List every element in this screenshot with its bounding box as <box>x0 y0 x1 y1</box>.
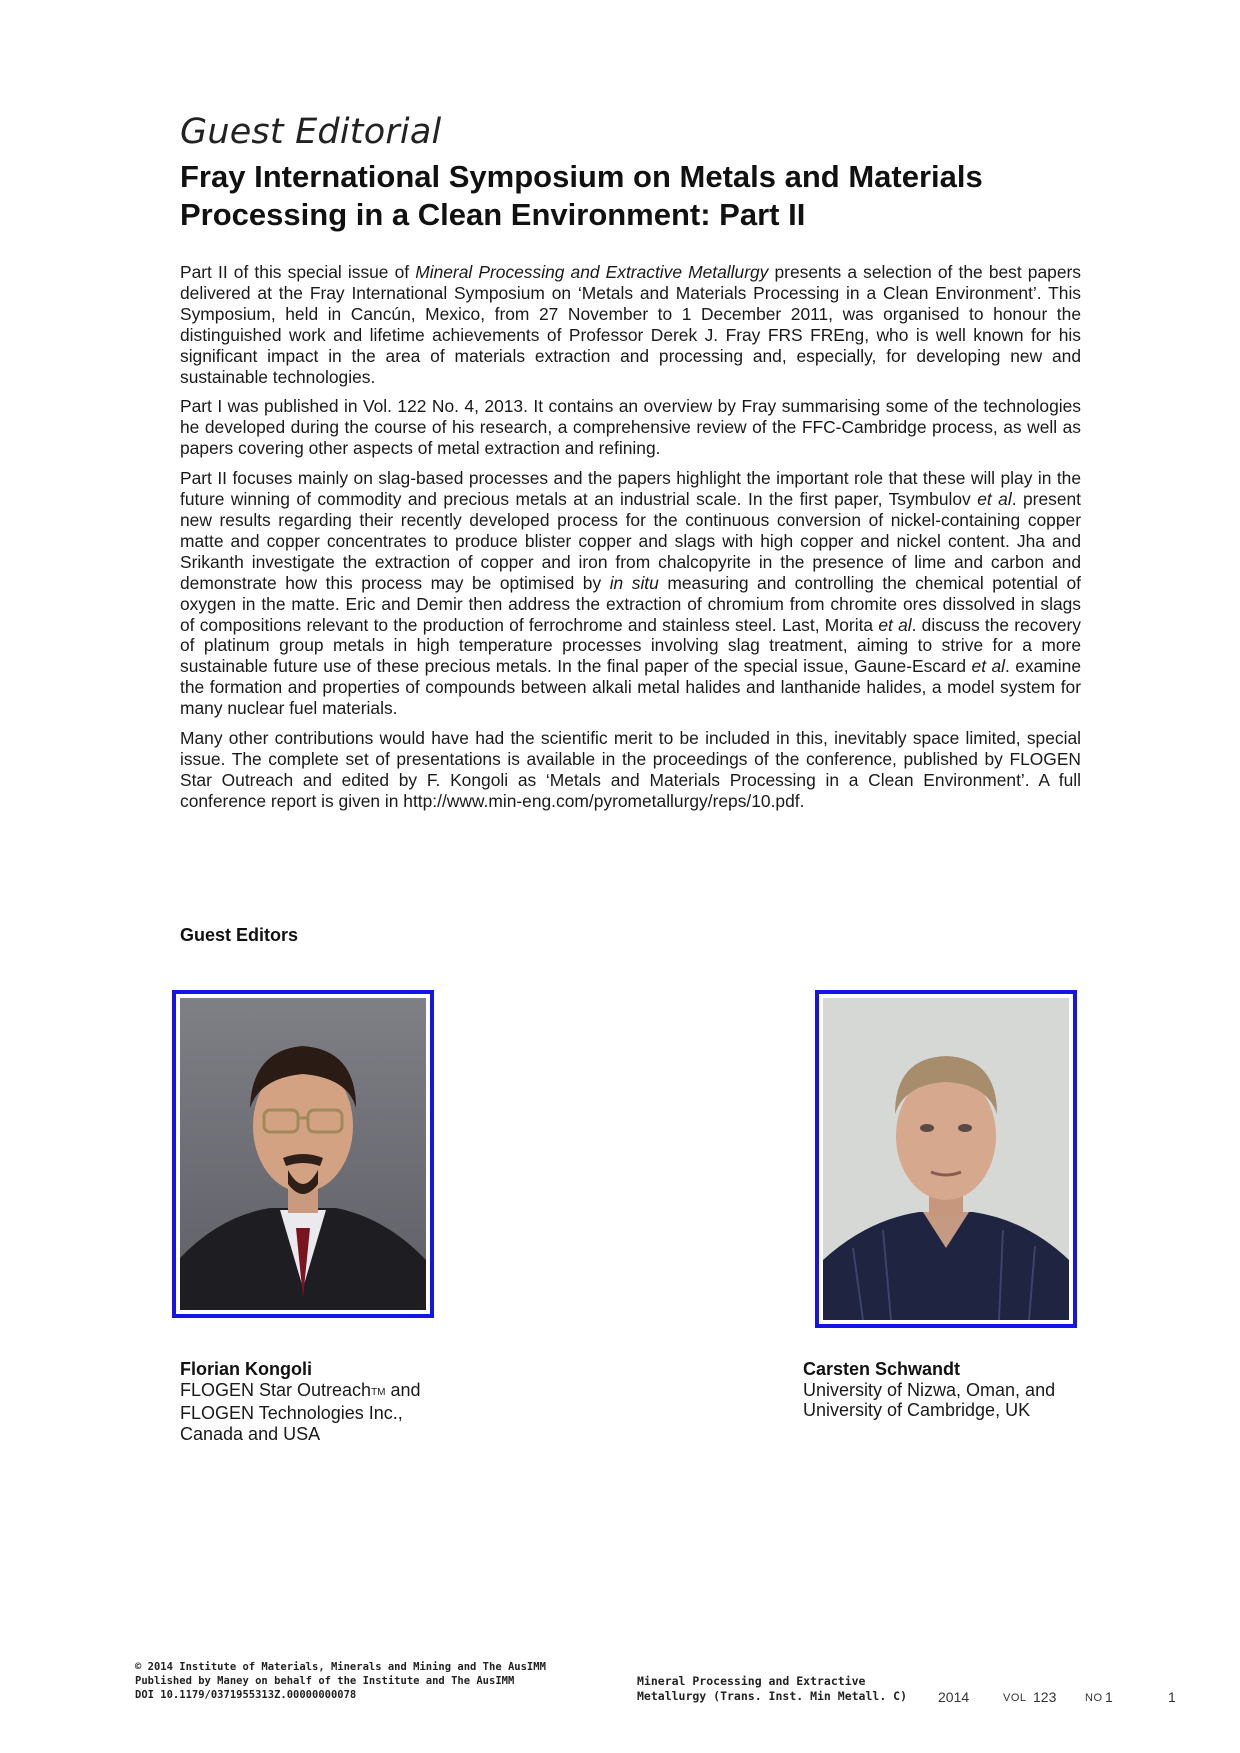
paragraph-3-part-d: . discuss the recovery of platinum group metals in high temperature processes involving slag treatment, aiming to strive for a more sustainable future use of these precious metals. In the final paper of the special issue, Gaune-Escard <box>180 614 1081 677</box>
editor-caption-schwandt <box>803 1359 1103 1421</box>
section-kicker: Guest Editorial <box>180 112 442 152</box>
paragraph-1 <box>180 262 1081 387</box>
article-body <box>180 262 1081 821</box>
portrait-carsten-schwandt <box>815 990 1077 1328</box>
footer-doi: DOI 10.1179/0371955313Z.00000000078 <box>135 1689 357 1701</box>
paragraph-3-part-a: Part II focuses mainly on slag-based processes and the papers highlight the important role that these will play in the future winning of commodity and precious metals at an industrial scale. In the first paper, Tsymbulov <box>180 468 1081 510</box>
et-al-1: et al <box>977 489 1012 510</box>
paragraph-1-rest: presents a selection of the best papers delivered at the Fray International Symposium on ‘Metals and Materials Processing in a Clean Environment’. This Symposium, held in Cancún, Mexico, from 27 November to 1 December 2011, was organised to honour the distinguished work and lifetime achievements of Professor Derek J. Fray FRS FREng, who is well known for his significant impact in the area of materials extraction and processing and, especially, for developing new and sustainable technologies. <box>180 262 1081 387</box>
paragraph-3-part-e: . examine the formation and properties of compounds between alkali metal halides and lanthanide halides, a model system for many nuclear fuel materials. <box>180 656 1082 719</box>
editor-caption-kongoli <box>180 1359 480 1444</box>
portrait-image-1 <box>180 998 426 1310</box>
paragraph-3-part-b: . present new results regarding their recently developed process for the continuous conversion of nickel-containing copper matte and copper concentrates to produce blister copper and slags with high copper and nickel content. Jha and Srikanth investigate the extraction of copper and iron from chalcopyrite in the presence of lime and carbon and demonstrate how this process may be optimised by <box>180 489 1082 593</box>
editor-name-schwandt: Carsten Schwandt <box>803 1359 961 1379</box>
portrait-florian-kongoli <box>172 990 434 1318</box>
footer-journal-title <box>637 1674 907 1704</box>
footer-year: 2014 <box>938 1689 970 1705</box>
kongoli-affiliation-line-3: Canada and USA <box>180 1423 321 1444</box>
schwandt-affiliation-line-2: University of Cambridge, UK <box>803 1400 1031 1420</box>
editor-name-kongoli: Florian Kongoli <box>180 1359 312 1379</box>
article-title: Fray International Symposium on Metals and Materials Processing in a Clean Environment: Part II <box>180 159 983 232</box>
footer-journal-line-2: Metallurgy (Trans. Inst. Min Metall. C) <box>637 1689 908 1703</box>
paragraph-4: Many other contributions would have had the scientific merit to be included in this, inevitably space limited, special issue. The complete set of presentations is available in the proceedings of the conference, published by FLOGEN Star Outreach and edited by F. Kongoli as ‘Metals and Materials Processing in a Clean Environment’. A full conference report is given in http://www.min-eng.com/pyrometallurgy/reps/10.pdf. <box>180 728 1081 811</box>
kongoli-affiliation-and: and <box>385 1379 421 1400</box>
kongoli-affiliation-org: FLOGEN Star Outreach <box>180 1379 372 1400</box>
schwandt-affiliation-line-1: University of Nizwa, Oman, and <box>803 1379 1056 1400</box>
footer-publisher: Published by Maney on behalf of the Institute and The AusIMM <box>135 1675 515 1687</box>
journal-name: Mineral Processing and Extractive Metallurgy <box>415 262 769 282</box>
et-al-2: et al <box>878 614 912 635</box>
paragraph-2: Part I was published in Vol. 122 No. 4, 2013. It contains an overview by Fray summarising some of the technologies he developed during the course of his research, a comprehensive review of the FFC-Cambridge process, as well as papers covering other aspects of metal extraction and refining. <box>180 396 1081 459</box>
paragraph-1-start: Part II of this special issue of <box>180 262 416 282</box>
kongoli-affiliation-line-2: FLOGEN Technologies Inc., <box>180 1403 403 1423</box>
footer-copyright-block <box>135 1660 546 1702</box>
portrait-image-2 <box>823 998 1069 1320</box>
footer-journal-line-1: Mineral Processing and Extractive <box>637 1674 866 1688</box>
footer-copyright: © 2014 Institute of Materials, Minerals and Mining and The AusIMM <box>135 1661 546 1673</box>
kongoli-affiliation-line-1 <box>180 1380 480 1404</box>
paragraph-3-part-c: measuring and controlling the chemical potential of oxygen in the matte. Eric and Demir then address the extraction of chromium from chromite ores dissolved in slags of compositions relevant to the production of ferrochrome and stainless steel. Last, Morita <box>180 572 1081 635</box>
page-number: 1 <box>1168 1689 1176 1705</box>
et-al-3: et al <box>971 656 1006 677</box>
paragraph-3 <box>180 468 1081 719</box>
footer-vol-label: VOL <box>1003 1692 1027 1704</box>
in-situ: in situ <box>609 572 659 593</box>
guest-editors-heading: Guest Editors <box>180 925 299 945</box>
footer-volume: 123 <box>1033 1689 1057 1705</box>
trademark-mark: TM <box>371 1386 386 1398</box>
footer-no-label: NO <box>1085 1692 1103 1704</box>
footer-issue-number: 1 <box>1105 1689 1113 1705</box>
